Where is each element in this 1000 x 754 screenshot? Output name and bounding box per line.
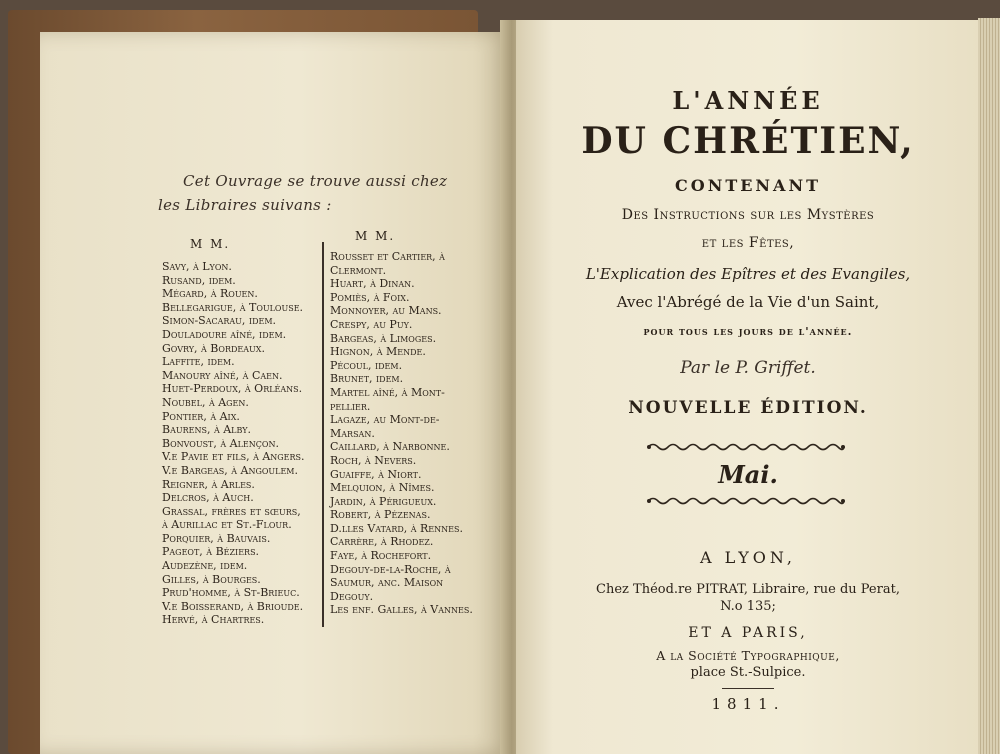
bookseller-entry: Pécoul, idem. <box>330 358 403 372</box>
bookseller-entry: Rousset et Cartier, à <box>330 250 445 263</box>
handwritten-note-line-1: Cet Ouvrage se trouve aussi chez <box>183 172 448 190</box>
bookseller-entry: Caillard, à Narbonne. <box>330 440 450 454</box>
imprint-publisher-paris: A la Société Typographique, <box>656 648 840 663</box>
bookseller-entry: Bellegarigue, à Toulouse. <box>162 300 304 314</box>
subtitle-instructions: Des Instructions sur les Mystères <box>621 207 875 223</box>
bookseller-entry: Melquion, à Nîmes. <box>330 481 435 495</box>
ornament-rule-bottom-icon <box>646 496 846 506</box>
subtitle-abrege: Avec l'Abrégé de la Vie d'un Saint, <box>616 293 880 311</box>
bookseller-entry: Saumur, anc. Maison <box>330 576 444 590</box>
bookseller-entry: Pageot, à Béziers. <box>162 545 260 559</box>
bookseller-entry: Hervé, à Chartres. <box>162 613 265 627</box>
bookseller-entry: Douladoure aîné, idem. <box>162 327 287 341</box>
bookseller-entry: Grassal, frères et sœurs, <box>162 504 301 518</box>
author-handwritten: Par le P. Griffet. <box>680 358 816 378</box>
imprint-city-paris: ET A PARIS, <box>688 625 808 641</box>
subtitle-explication: L'Explication des Epîtres et des Evangiles, <box>585 265 911 283</box>
title-line-1: L'ANNÉE <box>672 86 824 115</box>
bookseller-entry: Mégard, à Rouen. <box>162 287 258 301</box>
bookseller-entry: Guaiffe, à Niort. <box>330 467 422 481</box>
subtitle-fetes: et les Fêtes, <box>701 235 795 251</box>
bookseller-entry: Les enf. Galles, à Vannes. <box>330 603 473 617</box>
bookseller-entry: Clermont. <box>330 263 387 277</box>
bookseller-entry: Robert, à Pézenas. <box>330 508 431 522</box>
bookseller-entry: V.e Pavie et fils, à Angers. <box>162 450 305 464</box>
bookseller-entry: Govry, à Bordeaux. <box>162 341 265 355</box>
bookseller-entry: Savy, à Lyon. <box>162 260 232 273</box>
bookseller-entry: Laffite, idem. <box>162 355 235 369</box>
bookseller-entry: Brunet, idem. <box>330 372 404 386</box>
bookseller-entry: Huet-Perdoux, à Orléans. <box>162 382 303 396</box>
page-edges <box>978 18 1000 754</box>
bookseller-entry: Noubel, à Agen. <box>162 395 249 409</box>
imprint-publisher-paris-place: place St.-Sulpice. <box>690 665 806 680</box>
subtitle-pour: pour tous les jours de l'année. <box>643 325 853 338</box>
imprint-publisher-lyon: Chez Théod.re PITRAT, Libraire, rue du Perat, <box>596 582 900 597</box>
bookseller-entry: Bargeas, à Limoges. <box>330 331 437 345</box>
bookseller-entry: Audezène, idem. <box>162 559 248 573</box>
bookseller-entry: Monnoyer, au Mans. <box>330 304 442 318</box>
bookseller-entry: V.e Boisserand, à Brioude. <box>162 599 304 613</box>
column-divider <box>322 242 324 627</box>
bookseller-entry: Reigner, à Arles. <box>162 477 255 491</box>
handwritten-note-line-2: les Libraires suivans : <box>158 196 332 214</box>
imprint-short-rule <box>722 688 774 689</box>
title-line-2: DU CHRÉTIEN, <box>581 120 915 162</box>
ornament-rule-top-icon <box>646 442 846 452</box>
edition-label: NOUVELLE ÉDITION. <box>628 398 868 418</box>
column2-header: M M. <box>355 229 396 243</box>
bookseller-entry: Lagaze, au Mont-de- <box>330 413 440 427</box>
bookseller-entry: Simon-Sacarau, idem. <box>162 314 277 328</box>
bookseller-entry: Jardin, à Périgueux. <box>330 494 437 508</box>
bookseller-entry: Rusand, idem. <box>162 273 236 287</box>
bookseller-entry: D.lles Vatard, à Rennes. <box>330 521 463 535</box>
bookseller-entry: Degouy-de-la-Roche, à <box>330 562 451 576</box>
left-page <box>40 32 510 754</box>
bookseller-entry: Bonvoust, à Alençon. <box>162 436 279 450</box>
bookseller-entry: V.e Bargeas, à Angoulem. <box>162 463 298 477</box>
bookseller-entry: Marsan. <box>330 426 375 440</box>
imprint-city-lyon: A LYON, <box>700 548 796 567</box>
title-page <box>516 20 980 754</box>
bookseller-entry: Gilles, à Bourges. <box>162 572 261 586</box>
imprint-publisher-lyon-number: N.o 135; <box>720 599 776 614</box>
bookseller-entry: Pontier, à Aix. <box>162 409 240 423</box>
bookseller-entry: Porquier, à Bauvais. <box>162 531 271 545</box>
bookseller-entry: Faye, à Rochefort. <box>330 549 432 563</box>
bookseller-entry: Crespy, au Puy. <box>330 317 413 331</box>
bookseller-entry: Martel aîné, à Mont- <box>330 385 445 399</box>
bookseller-entry: Prud'homme, à St-Brieuc. <box>162 586 300 600</box>
booksellers-column-2 <box>330 250 473 617</box>
column1-header: M M. <box>190 237 231 251</box>
booksellers-column-1 <box>162 260 305 627</box>
bookseller-entry: à Aurillac et St.-Flour. <box>162 518 292 532</box>
bookseller-entry: Huart, à Dinan. <box>330 277 415 291</box>
contenant-label: CONTENANT <box>675 176 821 195</box>
imprint-year: 1811. <box>711 695 785 713</box>
bookseller-entry: Carrère, à Rhodez. <box>330 535 434 549</box>
bookseller-entry: Delcros, à Auch. <box>162 491 254 505</box>
month-label: Mai. <box>718 460 778 489</box>
bookseller-entry: Pomiès, à Foix. <box>330 290 410 304</box>
bookseller-entry: Roch, à Nevers. <box>330 453 417 467</box>
bookseller-entry: Hignon, à Mende. <box>330 345 426 359</box>
bookseller-entry: Degouy. <box>330 589 374 603</box>
bookseller-entry: Manoury aîné, à Caen. <box>162 368 283 382</box>
bookseller-entry: pellier. <box>330 399 371 413</box>
bookseller-entry: Baurens, à Alby. <box>162 423 251 437</box>
